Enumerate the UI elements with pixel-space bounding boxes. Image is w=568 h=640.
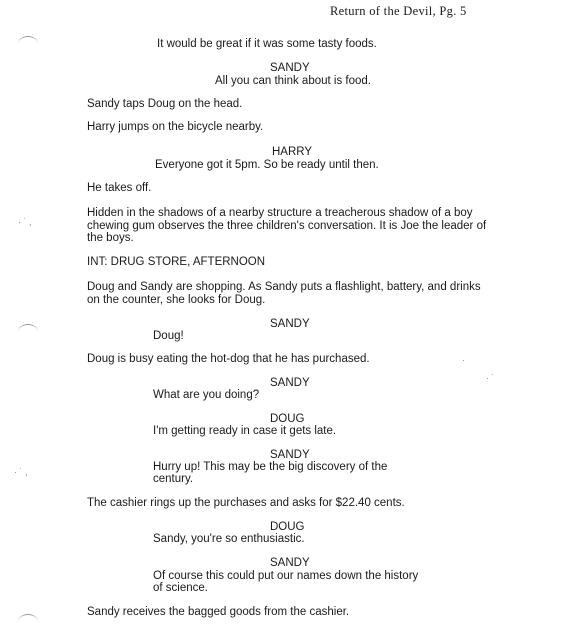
scan-speck: · ˙ xyxy=(486,373,495,383)
dialogue-line: What are you doing? xyxy=(153,389,260,401)
dialogue-line: Sandy, you're so enthusiastic. xyxy=(153,533,305,545)
binder-hole xyxy=(18,614,38,629)
character-name: SANDY xyxy=(270,377,310,389)
binder-hole xyxy=(18,324,38,339)
character-name: DOUG xyxy=(270,521,305,533)
dialogue-line: All you can think about is food. xyxy=(215,75,371,87)
dialogue-line: I'm getting ready in case it gets late. xyxy=(153,425,337,437)
action-line: Doug is busy eating the hot-dog that he has purchased. xyxy=(87,353,370,365)
dialogue-line: It would be great if it was some tasty foods. xyxy=(157,38,377,50)
dialogue-line: Of course this could put our names down the history xyxy=(153,570,419,582)
binder-hole xyxy=(18,36,38,51)
character-name: SANDY xyxy=(270,62,310,74)
action-line: Harry jumps on the bicycle nearby. xyxy=(87,121,264,133)
scan-speck: · xyxy=(462,355,465,365)
character-name: SANDY xyxy=(270,449,310,461)
action-line: on the counter, she looks for Doug. xyxy=(87,294,266,306)
action-line: He takes off. xyxy=(87,182,152,194)
action-line: Sandy taps Doug on the head. xyxy=(87,98,243,110)
character-name: HARRY xyxy=(272,146,313,158)
dialogue-line: Everyone got it 5pm. So be ready until then. xyxy=(155,159,379,171)
scene-heading: INT: DRUG STORE, AFTERNOON xyxy=(87,256,266,268)
scan-speck: · ˙ , xyxy=(14,467,28,477)
character-name: SANDY xyxy=(270,557,310,569)
action-line: The cashier rings up the purchases and asks for $22.40 cents. xyxy=(87,497,405,509)
dialogue-line: Doug! xyxy=(153,330,184,342)
page-header: Return of the Devil, Pg. 5 xyxy=(330,4,467,18)
character-name: DOUG xyxy=(270,413,305,425)
action-line: the boys. xyxy=(87,232,134,244)
action-line: Doug and Sandy are shopping. As Sandy puts a flashlight, battery, and drinks xyxy=(87,281,481,293)
character-name: SANDY xyxy=(270,318,310,330)
dialogue-line: century. xyxy=(153,473,194,485)
dialogue-line: of science. xyxy=(153,582,208,594)
dialogue-line: Hurry up! This may be the big discovery of the xyxy=(153,461,388,473)
scan-speck: · ˙ , xyxy=(18,217,32,227)
action-line: Hidden in the shadows of a nearby structure a treacherous shadow of a boy xyxy=(87,207,473,219)
action-line: chewing gum observes the three children's conversation. It is Joe the leader of xyxy=(87,220,487,232)
action-line: Sandy receives the bagged goods from the cashier. xyxy=(87,606,350,618)
